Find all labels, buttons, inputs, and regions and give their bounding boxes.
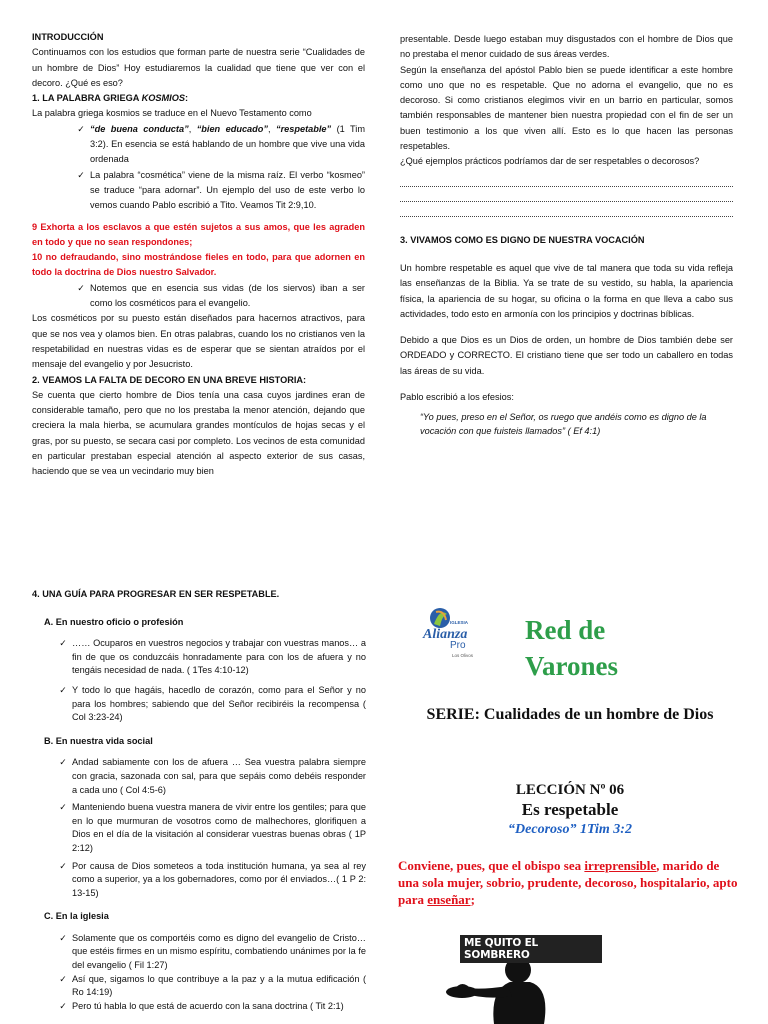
verse-part-b: , marido de una sola mujer, sobrio, prudente, decoroso, hospitalario, apto para: [398, 858, 738, 907]
logo-main-text: Alianza: [423, 627, 468, 642]
item-b3-text: Por causa de Dios someteos a toda institución humana, ya sea al rey como a superior, ya a los gobernadores, como por él enviados…( 1 P 2: 13-15): [72, 860, 366, 898]
section1-heading-suffix: :: [184, 93, 189, 104]
check-icon: ✓: [77, 123, 85, 134]
item-a1: [54, 637, 366, 678]
bullet-rest: (1 Tim 3:2). En esencia se está hablando de un hombre que vive una vida ordenada: [90, 123, 365, 165]
series-title: SERIE: Cualidades de un hombre de Dios: [426, 706, 714, 723]
lesson-block: [400, 780, 740, 820]
item-a1-text: …… Ocuparos en vuestros negocios y trabajar con vuestras manos… a fin de que os conduzcáis honradamente para con los de afuera y no tengáis necesidad de nada. ( 1Tes 4:10-12): [72, 638, 366, 676]
item-b2-text: Manteniendo buena vuestra manera de vivir entre los gentiles; para que en lo que murmuran de vosotros como de malhechores, glorifiquen a Dios en el día de la visitación al considerar vuestras buenas obras ( 1P 2:12): [72, 802, 366, 853]
section2-heading: 2. VEAMOS LA FALTA DE DECORO EN UNA BREVE HISTORIA:: [32, 374, 307, 385]
item-b1: [54, 756, 366, 797]
section1-bullet-2: [72, 168, 365, 214]
subheading-b: B. En nuestra vida social: [44, 735, 153, 746]
subheading-a: A. En nuestro oficio o profesión: [44, 616, 184, 627]
section4-heading: 4. UNA GUÍA PARA PROGRESAR EN SER RESPETABLE.: [32, 589, 280, 599]
bullet-quote-2: “bien educado”: [196, 123, 268, 134]
item-c2-text: Así que, sigamos lo que contribuye a la paz y a la mutua edificación ( Ro 14:19): [72, 973, 366, 998]
section3-p3: Pablo escribió a los efesios:: [400, 392, 514, 403]
answer-line[interactable]: [400, 174, 733, 187]
check-icon: ✓: [59, 638, 67, 649]
verse-red-1: 9 Exhorta a los esclavos a que estén sujetos a sus amos, que les agraden en todo y que no sean respondones;: [32, 221, 365, 247]
section1-bullet-3: [72, 281, 365, 312]
bullet-sep-2: ,: [267, 123, 276, 134]
poster-caption: ME QUITO EL SOMBRERO: [460, 935, 602, 963]
logo-sub-text: Los Olivos: [452, 653, 474, 658]
check-icon: ✓: [59, 860, 67, 871]
lesson-number: LECCIÓN Nº 06: [515, 782, 625, 798]
section3-p2: Debido a que Dios es un Dios de orden, un hombre de Dios también debe ser ORDEADO y CORRECTO. El cristiano tiene que ser todo un caballero en todas las áreas de su vida.: [400, 335, 733, 376]
check-icon: ✓: [59, 1000, 67, 1011]
poster-image: [432, 930, 602, 1024]
verse-underlined-2: enseñar: [427, 892, 471, 907]
bullet-quote-3: “respetable”: [275, 123, 332, 134]
section1-text-2: Los cosméticos por su puesto están diseñados para hacernos atractivos, para que se nos vea y olamos bien. En otras palabras, cuando los no cristianos ven la respetabilidad en nuestras vidas es de esperar que se sientan atraídos por el mensaje del evangelio y por Jesucristo.: [32, 313, 365, 370]
item-b3: [54, 860, 366, 901]
item-b2: [54, 801, 366, 855]
verse-reference: “Decoroso” 1Tim 3:2: [508, 822, 632, 837]
section1-bullet-3-text: Notemos que en esencia sus vidas (de los siervos) iban a ser como los cosméticos para el evangelio.: [90, 282, 365, 309]
item-c2: [54, 973, 366, 1000]
logo-pro-text: Pro: [450, 640, 466, 651]
section1-heading-prefix: 1. LA PALABRA GRIEGA: [32, 93, 142, 104]
check-icon: ✓: [77, 282, 85, 293]
verse-part-a: Conviene, pues, que el obispo sea: [398, 858, 585, 873]
item-c1: [54, 932, 366, 973]
check-icon: ✓: [59, 757, 67, 768]
item-a2-text: Y todo lo que hagáis, hacedlo de corazón, como para el Señor y no para los hombres; sabiendo que del Señor recibiréis la recompensa ( Col 3:23-24): [72, 684, 366, 723]
right-top-column: [400, 32, 733, 438]
section1-text: La palabra griega kosmios se traduce en el Nuevo Testamento como: [32, 108, 312, 119]
section3-heading: 3. VIVAMOS COMO ES DIGNO DE NUESTRA VOCACIÓN: [400, 234, 645, 245]
intro-heading: INTRODUCCIÓN: [32, 32, 104, 42]
section1-heading-word: KOSMIOS: [141, 93, 185, 104]
left-bottom-column: [32, 588, 366, 1013]
check-icon: ✓: [59, 973, 67, 984]
answer-line[interactable]: [400, 204, 733, 217]
item-b1-text: Andad sabiamente con los de afuera … Sea vuestra palabra siempre con gracia, sazonada con sal, para que sepáis como debéis responder a cada uno ( Col 4:5-6): [72, 757, 366, 795]
right-p2: Según la enseñanza del apóstol Pablo bien se puede identificar a este hombre como uno que no es respetable. Que no adorna el evangelio, que no es decoroso. Si como cristianos elegimos vivir en un barrio en particular, somos también responsables de mantener bien nuestra propiedad con el fin de ser un buen testimonio a los que viven allí. Esto es lo que hacen las personas respetables.: [400, 64, 733, 152]
item-c1-text: Solamente que os comportéis como es digno del evangelio de Cristo… que estéis firmes en un mismo espíritu, combatiendo unánimes por la fe del evangelio ( Fil 1:27): [72, 932, 366, 971]
logo-small-text: IGLESIA: [450, 620, 469, 625]
verse-red-2: 10 no defraudando, sino mostrándose fieles en todo, para que adornen en todo la doctrina de Dios nuestro Salvador.: [32, 252, 365, 278]
verse-part-c: ;: [470, 892, 475, 907]
item-c3-text: Pero tú habla lo que está de acuerdo con la sana doctrina ( Tit 2:1): [72, 1000, 344, 1011]
section1-bullet-1-text: [90, 122, 365, 168]
check-icon: ✓: [59, 932, 67, 943]
section1-bullet-1: [72, 122, 365, 168]
check-icon: ✓: [77, 169, 85, 180]
section3-p1: Un hombre respetable es aquel que vive de tal manera que toda su vida refleja las enseñanzas de la Biblia. Ya se trate de su vestido, su habla, la apariencia física, la apariencia de su hogar, su oficina o la forma en que lleva a cabo sus actividades, todo esto en armonía con los principios y doctrinas bíblicas.: [400, 262, 733, 319]
bullet-sep-1: ,: [188, 123, 197, 134]
question: ¿Qué ejemplos prácticos podríamos dar de ser respetables o decorosos?: [400, 156, 700, 167]
section1-heading: [32, 91, 365, 106]
left-top-column: [32, 30, 365, 480]
section2-text: Se cuenta que cierto hombre de Dios tenía una casa cuyos jardines eran de considerable tamaño, pero que no los prestaba la menor atención, dejando que creciera la mala hierba, se acumulara grandes montículos de hojas secas y el gras, por su puesto, se secara casi por completo. Los vecinos de esta comunidad en particular prestaban especial atención al aspecto exterior de sus casas, haciendo que se vea un vecindario muy bien: [32, 389, 365, 477]
answer-line[interactable]: [400, 189, 733, 202]
check-icon: ✓: [59, 802, 67, 813]
church-logo: [420, 604, 490, 666]
section1-bullet-2-text: La palabra “cosmética” viene de la misma raíz. El verbo “kosmeo” se traduce “para adornar”. Un ejemplo del uso de este verbo lo vemos cuando Pablo escribió a Tito. Veamos Tit 2:9,10.: [90, 169, 365, 211]
answer-lines: [400, 174, 733, 217]
item-a2: [54, 684, 366, 725]
lesson-subject: Es respetable: [521, 800, 619, 819]
check-icon: ✓: [59, 684, 67, 695]
cover-title: Red de Varones: [525, 615, 619, 681]
verse-underlined-1: irreprensible: [584, 858, 657, 873]
bullet-quote-1: “de buena conducta”: [90, 123, 189, 134]
section3-quote: “Yo pues, preso en el Señor, os ruego que andéis como es digno de la vocación con que fuisteis llamados” ( Ef 4:1): [420, 412, 707, 436]
intro-text: Continuamos con los estudios que forman parte de nuestra serie “Cualidades de un hombre de Dios” Hoy estudiaremos la cualidad que tiene que ver con el decoro. ¿Qué es eso?: [32, 47, 365, 88]
item-c3: [54, 1000, 366, 1014]
right-p1: presentable. Desde luego estaban muy disgustados con el hombre de Dios que no prestaba el menor cuidado de sus áreas verdes.: [400, 34, 733, 60]
subheading-c: C. En la iglesia: [44, 911, 109, 922]
cover-verse: [398, 857, 740, 908]
